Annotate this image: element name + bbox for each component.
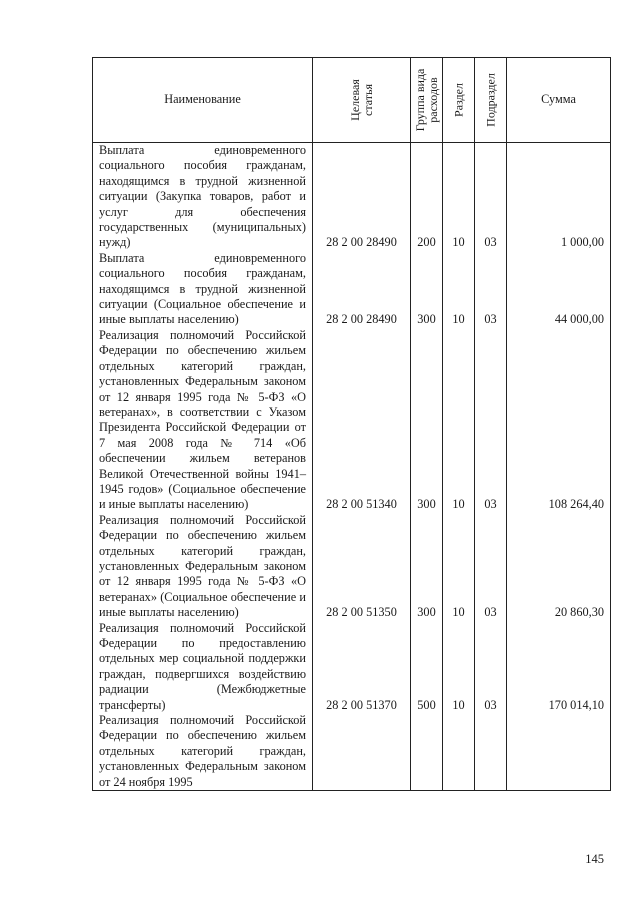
header-subsection <box>475 58 507 143</box>
table-row <box>93 251 611 328</box>
row-expense-group: 300 <box>411 251 443 328</box>
table-row <box>93 143 611 251</box>
table-header-row <box>93 58 611 143</box>
row-target-article: 28 2 00 28490 <box>313 251 411 328</box>
row-expense-group <box>411 713 443 791</box>
row-subsection: 03 <box>475 513 507 621</box>
row-section: 10 <box>443 251 475 328</box>
row-subsection: 03 <box>475 251 507 328</box>
page-number: 145 <box>585 852 604 866</box>
row-subsection <box>475 713 507 791</box>
header-name: Наименование <box>93 58 313 143</box>
row-name: Реализация полномочий Российской Федерации по обеспечению жильем отдельных категорий граждан, установленных Федеральным законом от 12 января 1995 года № 5-ФЗ «О ветеранах», в соответствии с Указом Президента Российской Федерации от 7 мая 2008 года № 714 «Об обеспечении жильем ветеранов Великой Отечественной войны 1941–1945 годов» (Социальное обеспечение и иные выплаты населению) <box>93 328 313 513</box>
row-subsection: 03 <box>475 328 507 513</box>
row-section: 10 <box>443 513 475 621</box>
row-target-article: 28 2 00 28490 <box>313 143 411 251</box>
row-expense-group: 200 <box>411 143 443 251</box>
budget-table <box>92 57 611 791</box>
table-row <box>93 328 611 513</box>
row-name: Реализация полномочий Российской Федерации по обеспечению жильем отдельных категорий граждан, установленных Федеральным законом от 24 ноября 1995 <box>93 713 313 791</box>
row-name: Выплата единовременного социального пособия гражданам, находящимся в трудной жизненной ситуации (Закупка товаров, работ и услуг для обеспечения государственных (муниципальных) нужд) <box>93 143 313 251</box>
row-sum: 44 000,00 <box>507 251 611 328</box>
header-target-article-text: Целевая статья <box>347 79 375 121</box>
row-sum: 1 000,00 <box>507 143 611 251</box>
row-section: 10 <box>443 143 475 251</box>
row-sum <box>507 713 611 791</box>
header-sum: Сумма <box>507 58 611 143</box>
row-expense-group: 500 <box>411 621 443 713</box>
row-section <box>443 713 475 791</box>
header-target-article <box>313 58 411 143</box>
row-sum: 20 860,30 <box>507 513 611 621</box>
row-sum: 108 264,40 <box>507 328 611 513</box>
row-name: Выплата единовременного социального пособия гражданам, находящимся в трудной жизненной ситуации (Социальное обеспечение и иные выплаты населению) <box>93 251 313 328</box>
table-row <box>93 513 611 621</box>
row-name: Реализация полномочий Российской Федерации по предоставлению отдельных мер социальной поддержки граждан, подвергшихся воздействию радиации (Межбюджетные трансферты) <box>93 621 313 713</box>
row-section: 10 <box>443 621 475 713</box>
row-subsection: 03 <box>475 143 507 251</box>
table-row <box>93 621 611 713</box>
header-section-text: Раздел <box>451 83 465 117</box>
row-sum: 170 014,10 <box>507 621 611 713</box>
table-row <box>93 713 611 791</box>
row-target-article: 28 2 00 51350 <box>313 513 411 621</box>
header-section <box>443 58 475 143</box>
row-expense-group: 300 <box>411 328 443 513</box>
header-subsection-text: Подраздел <box>483 73 497 127</box>
row-expense-group: 300 <box>411 513 443 621</box>
row-section: 10 <box>443 328 475 513</box>
header-expense-group-text: Группа вида расходов <box>412 68 440 132</box>
header-expense-group <box>411 58 443 143</box>
row-name: Реализация полномочий Российской Федерации по обеспечению жильем отдельных категорий граждан, установленных Федеральным законом от 12 января 1995 года № 5-ФЗ «О ветеранах» (Социальное обеспечение и иные выплаты населению) <box>93 513 313 621</box>
row-subsection: 03 <box>475 621 507 713</box>
row-target-article: 28 2 00 51340 <box>313 328 411 513</box>
row-target-article <box>313 713 411 791</box>
row-target-article: 28 2 00 51370 <box>313 621 411 713</box>
